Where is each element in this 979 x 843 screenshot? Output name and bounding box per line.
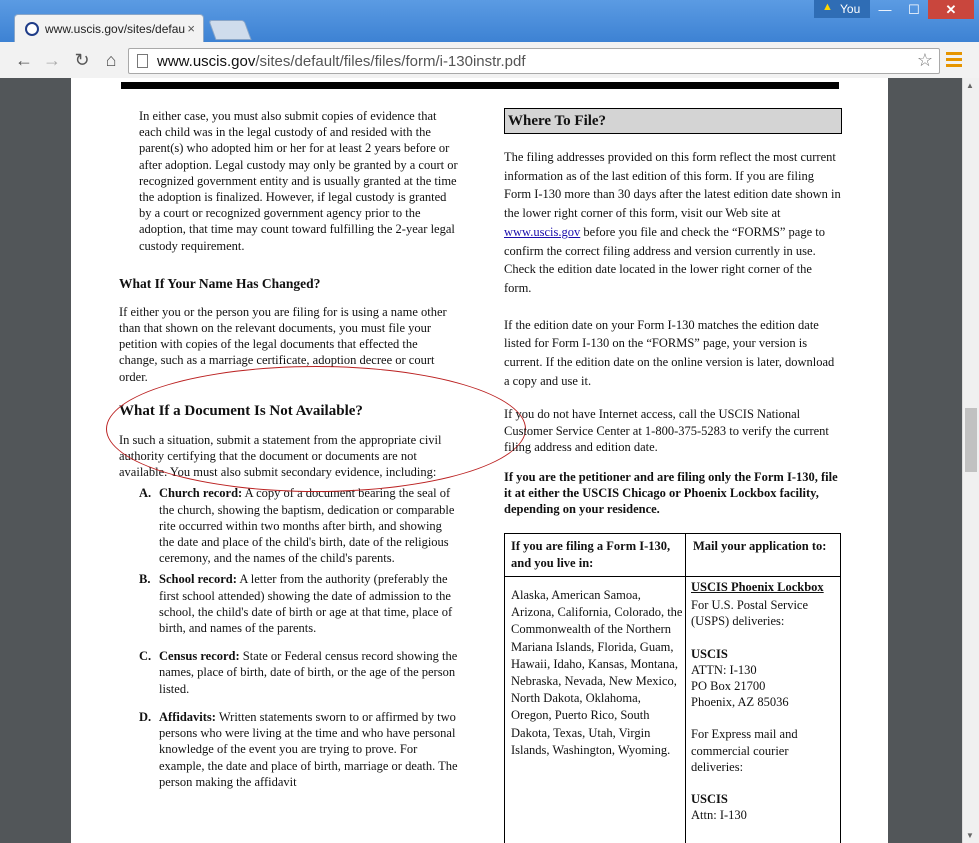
vertical-scrollbar[interactable]	[962, 78, 979, 843]
table-header-col2: Mail your application to:	[693, 539, 827, 553]
right-column	[504, 108, 842, 518]
user-label: You	[840, 2, 861, 16]
table-header-col1: If you are filing a Form I-130, and you live in:	[511, 539, 671, 570]
list-item: D. Affidavits: Written statements sworn to or affirmed by two persons who were living at the time and who have personal knowledge of the event you are trying to prove. For example, the date and place of birth, marriage or death. The person making the affidavit	[139, 709, 458, 789]
page-top-rule	[121, 82, 839, 89]
scroll-up-icon[interactable]: ▲	[966, 81, 974, 90]
pdf-viewer	[0, 78, 979, 843]
new-tab-button[interactable]	[208, 20, 251, 40]
not-available-paragraph: In such a situation, submit a statement from the appropriate civil authority certifying that the document or documents are not available. You must also submit secondary evidence, including:	[119, 432, 442, 480]
list-item: B. School record: A letter from the authority (preferably the first school attended) showing the date of admission to the school, the child's date of birth or age at that time, place of birth, and names of the parents.	[139, 572, 453, 636]
where-paragraph-4: If you are the petitioner and are filing only the Form I-130, file it at either the USCIS Chicago or Phoenix Lockbox facility, depending on your residence.	[504, 470, 838, 517]
user-profile-badge[interactable]	[814, 0, 870, 18]
custody-paragraph: In either case, you must also submit copies of evidence that each child was in the legal custody of and resided with the parent(s) who adopted him or her for at least 2 years before or after adoption. Legal custody may only be granted by a court or recognized government entity and is usually granted at the time the adoption is finalized. However, if legal custody is granted by a court or recognized government agency prior to the adoption, that time may count toward fulfilling the 2-year legal custody requirement.	[139, 109, 458, 253]
minimize-button[interactable]: —	[878, 2, 892, 17]
browser-toolbar	[0, 42, 979, 79]
maximize-button[interactable]: ☐	[908, 2, 920, 17]
scroll-down-icon[interactable]: ▼	[966, 831, 974, 840]
pdf-page	[71, 78, 888, 843]
tab-close-icon[interactable]: ×	[187, 21, 195, 36]
address1-name: USCIS	[691, 646, 728, 661]
address1-city: Phoenix, AZ 85036	[691, 695, 789, 710]
where-to-file-box	[504, 108, 842, 134]
not-available-heading: What If a Document Is Not Available?	[119, 402, 363, 419]
page-icon	[137, 54, 148, 68]
mailing-addresses	[691, 579, 841, 823]
address2-name: USCIS	[691, 792, 728, 807]
close-window-button[interactable]: ✕	[928, 0, 974, 19]
list-item: A. Church record: A copy of a document bearing the seal of the church, showing the baptism, dedication or comparable rite occurred within two months after birth, and showing the date and place of the child's birth, date of the religious ceremony, and the names of the child's parents.	[139, 486, 455, 566]
where-paragraph-1: The filing addresses provided on this form reflect the most current information as of the last edition of this form. If you are filing Form I-130 more than 30 days after the latest edition date shown in the lower right corner of this form, visit our Web site at www.uscis.gov before you file and check the “FORMS” page to confirm the correct filing address and version currently in use. Check the edition date located in the lower right corner of the form.	[504, 150, 841, 295]
address1-attn: ATTN: I-130	[691, 662, 757, 677]
address2-attn: Attn: I-130	[691, 808, 747, 823]
red-annotation-ellipse	[106, 366, 526, 492]
table-divider	[685, 534, 686, 843]
name-changed-paragraph: If either you or the person you are filing for is using a name other than that shown on the relevant documents, you must file your petition with copies of the legal documents that effected the change, such as a marriage certificate, adoption decree or court order.	[119, 304, 447, 384]
address1-box: PO Box 21700	[691, 679, 766, 694]
where-paragraph-3: If you do not have Internet access, call the USCIS National Customer Service Center at 1-800-375-5283 to verify the current filing address and edition date.	[504, 407, 829, 454]
uscis-link[interactable]: www.uscis.gov	[504, 224, 581, 239]
scrollbar-thumb[interactable]	[965, 408, 977, 472]
address-bar[interactable]	[128, 48, 940, 74]
arrow-right-icon[interactable]: →	[43, 50, 61, 70]
list-item: C. Census record: State or Federal census record showing the names, place of birth, date of birth, or the age of the person listed.	[139, 649, 458, 696]
browser-tab[interactable]	[14, 14, 204, 44]
star-icon[interactable]: ☆	[916, 50, 933, 70]
browser-chrome	[0, 0, 979, 78]
warning-icon: ▲	[822, 1, 833, 13]
arrow-left-icon[interactable]: ←	[15, 50, 33, 70]
where-paragraph-2: If the edition date on your Form I-130 matches the edition date listed for Form I-130 on the “FORMS” page, your version is current. If the edition date on the online version is later, download a copy and use it.	[504, 317, 835, 388]
lockbox-title: USCIS Phoenix Lockbox	[691, 580, 824, 594]
home-icon[interactable]: ⌂	[105, 50, 117, 70]
name-changed-heading: What If Your Name Has Changed?	[119, 275, 321, 291]
states-list: Alaska, American Samoa, Arizona, California, Colorado, the Commonwealth of the Northern Mariana Islands, Florida, Guam, Hawaii, Idaho, Kansas, Montana, Nebraska, Nevada, New Mexico, North Dakota, Oklahoma, Oregon, Puerto Rico, South Dakota, Texas, Utah, Virgin Islands, Washington, Wyoming.	[511, 588, 683, 757]
hamburger-menu-icon[interactable]	[946, 52, 962, 68]
where-to-file-heading: Where To File?	[508, 113, 607, 129]
url-text[interactable]: www.uscis.gov/sites/default/files/files/form/i-130instr.pdf	[157, 53, 526, 70]
tab-title: www.uscis.gov/sites/defau	[45, 22, 185, 36]
uscis-favicon-icon	[25, 22, 39, 36]
tab-strip	[0, 0, 979, 42]
reload-icon[interactable]: ↻	[74, 50, 90, 70]
filing-address-table	[504, 533, 841, 843]
usps-label: For U.S. Postal Service (USPS) deliveries:	[691, 598, 809, 629]
express-label: For Express mail and commercial courier deliveries:	[691, 727, 798, 774]
